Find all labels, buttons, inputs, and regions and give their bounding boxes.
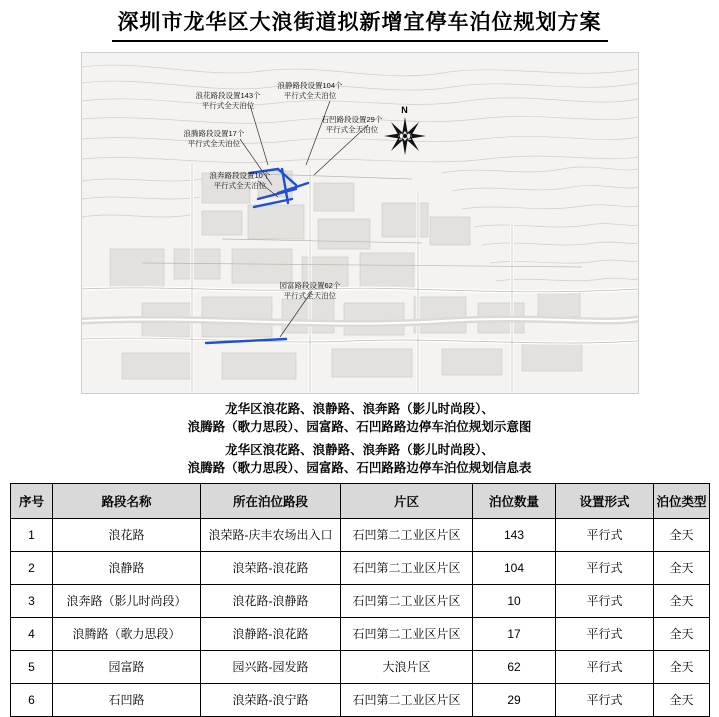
column-header-road-name: 路段名称 bbox=[53, 483, 201, 518]
table-row bbox=[11, 518, 710, 551]
compass-rose bbox=[382, 105, 428, 159]
page-title: 深圳市龙华区大浪街道拟新增宜停车泊位规划方案 bbox=[112, 10, 608, 42]
title-bar bbox=[0, 0, 719, 42]
map-callout-langteng: 浪腾路段设置17个 平行式全天泊位 bbox=[183, 129, 245, 149]
cell-road-name: 浪静路 bbox=[53, 551, 201, 584]
column-header-form: 设置形式 bbox=[556, 483, 654, 518]
cell-count: 10 bbox=[473, 584, 556, 617]
map-canvas bbox=[82, 53, 638, 393]
cell-index: 6 bbox=[11, 683, 53, 716]
map-callout-langben: 浪奔路段设置10个 平行式全天泊位 bbox=[209, 171, 271, 191]
cell-type: 全天 bbox=[654, 617, 710, 650]
cell-segment: 浪静路-浪花路 bbox=[201, 617, 341, 650]
cell-type: 全天 bbox=[654, 650, 710, 683]
cell-road-name: 园富路 bbox=[53, 650, 201, 683]
cell-segment: 浪荣路-浪宁路 bbox=[201, 683, 341, 716]
map-callout-langhua: 浪花路段设置143个 平行式全天泊位 bbox=[195, 91, 261, 111]
compass-icon bbox=[382, 115, 428, 157]
cell-index: 2 bbox=[11, 551, 53, 584]
table-caption: 龙华区浪花路、浪静路、浪奔路（影儿时尚段）、 浪腾路（歌力思段）、园富路、石凹路路边停车泊位规划信息表 bbox=[187, 442, 532, 475]
cell-district: 石凹第二工业区片区 bbox=[341, 584, 473, 617]
table-row bbox=[11, 617, 710, 650]
table-row bbox=[11, 650, 710, 683]
column-header-type: 泊位类型 bbox=[654, 483, 710, 518]
figure-caption: 龙华区浪花路、浪静路、浪奔路（影儿时尚段）、 浪腾路（歌力思段）、园富路、石凹路路边停车泊位规划示意图 bbox=[187, 402, 532, 435]
column-header-index: 序号 bbox=[11, 483, 53, 518]
table-row bbox=[11, 551, 710, 584]
cell-road-name: 浪奔路（影儿时尚段） bbox=[53, 584, 201, 617]
compass-north-label: N bbox=[401, 105, 408, 116]
cell-count: 29 bbox=[473, 683, 556, 716]
table-row bbox=[11, 683, 710, 716]
cell-type: 全天 bbox=[654, 683, 710, 716]
cell-index: 4 bbox=[11, 617, 53, 650]
cell-district: 大浪片区 bbox=[341, 650, 473, 683]
cell-count: 104 bbox=[473, 551, 556, 584]
cell-index: 3 bbox=[11, 584, 53, 617]
cell-count: 17 bbox=[473, 617, 556, 650]
column-header-district: 片区 bbox=[341, 483, 473, 518]
cell-road-name: 石凹路 bbox=[53, 683, 201, 716]
cell-district: 石凹第二工业区片区 bbox=[341, 518, 473, 551]
cell-index: 5 bbox=[11, 650, 53, 683]
cell-count: 62 bbox=[473, 650, 556, 683]
map-callout-yuanfu: 园富路段设置62个 平行式全天泊位 bbox=[279, 281, 341, 301]
map-callout-shiao: 石凹路段设置29个 平行式全天泊位 bbox=[321, 115, 383, 135]
cell-count: 143 bbox=[473, 518, 556, 551]
parking-plan-table bbox=[10, 483, 710, 717]
cell-form: 平行式 bbox=[556, 683, 654, 716]
cell-form: 平行式 bbox=[556, 617, 654, 650]
table-row bbox=[11, 584, 710, 617]
cell-district: 石凹第二工业区片区 bbox=[341, 617, 473, 650]
cell-type: 全天 bbox=[654, 518, 710, 551]
map-graphic bbox=[82, 53, 638, 393]
map-figure bbox=[81, 52, 639, 394]
table-container bbox=[10, 483, 709, 717]
cell-road-name: 浪花路 bbox=[53, 518, 201, 551]
cell-form: 平行式 bbox=[556, 650, 654, 683]
table-header-row bbox=[11, 483, 710, 518]
cell-index: 1 bbox=[11, 518, 53, 551]
cell-form: 平行式 bbox=[556, 518, 654, 551]
column-header-count: 泊位数量 bbox=[473, 483, 556, 518]
cell-type: 全天 bbox=[654, 551, 710, 584]
cell-form: 平行式 bbox=[556, 551, 654, 584]
map-callout-langjing: 浪静路段设置104个 平行式全天泊位 bbox=[277, 81, 343, 101]
cell-district: 石凹第二工业区片区 bbox=[341, 551, 473, 584]
cell-segment: 浪荣路-庆丰农场出入口 bbox=[201, 518, 341, 551]
cell-segment: 园兴路-园发路 bbox=[201, 650, 341, 683]
cell-type: 全天 bbox=[654, 584, 710, 617]
column-header-segment: 所在泊位路段 bbox=[201, 483, 341, 518]
cell-road-name: 浪腾路（歌力思段） bbox=[53, 617, 201, 650]
cell-district: 石凹第二工业区片区 bbox=[341, 683, 473, 716]
cell-segment: 浪花路-浪静路 bbox=[201, 584, 341, 617]
cell-segment: 浪荣路-浪花路 bbox=[201, 551, 341, 584]
cell-form: 平行式 bbox=[556, 584, 654, 617]
